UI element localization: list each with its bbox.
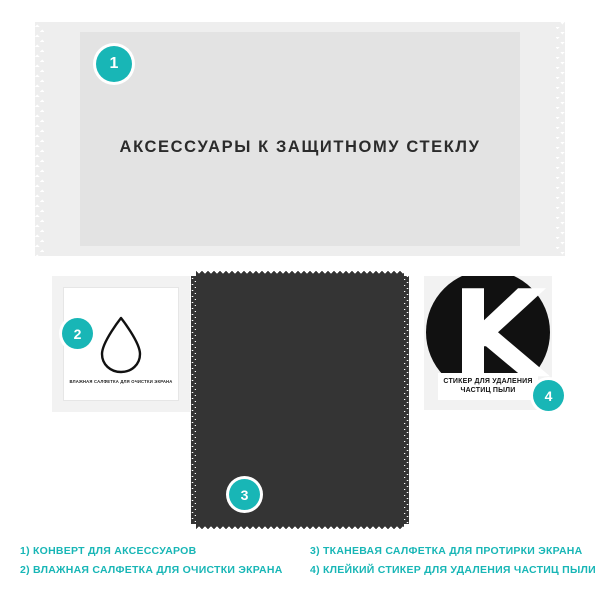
dust-sticker-label-line2: ЧАСТИЦ ПЫЛИ <box>460 387 516 394</box>
badge-2: 2 <box>62 318 93 349</box>
water-drop-icon <box>99 316 143 379</box>
legend-item-2: 2) ВЛАЖНАЯ САЛФЕТКА ДЛЯ ОЧИСТКИ ЭКРАНА <box>20 564 283 576</box>
microfiber-cloth <box>196 276 404 524</box>
badge-1: 1 <box>96 46 132 82</box>
envelope-right-pinked-edge <box>555 22 565 256</box>
legend-column-right <box>310 542 596 580</box>
cloth-right-pinked-edge <box>403 276 409 524</box>
badge-3: 3 <box>229 479 260 510</box>
badge-4: 4 <box>533 380 564 411</box>
legend-item-3: 3) ТКАНЕВАЯ САЛФЕТКА ДЛЯ ПРОТИРКИ ЭКРАНА <box>310 545 583 557</box>
dust-sticker-label-line1: СТИКЕР ДЛЯ УДАЛЕНИЯ <box>443 378 533 385</box>
wet-wipe-caption: ВЛАЖНАЯ САЛФЕТКА ДЛЯ ОЧИСТКИ ЭКРАНА <box>69 379 173 384</box>
legend-item-4: 4) КЛЕЙКИЙ СТИКЕР ДЛЯ УДАЛЕНИЯ ЧАСТИЦ ПЫЛИ <box>310 564 596 576</box>
envelope-title: АКСЕССУАРЫ К ЗАЩИТНОМУ СТЕКЛУ <box>119 138 481 156</box>
cloth-left-pinked-edge <box>191 276 197 524</box>
dust-sticker-label <box>438 373 538 400</box>
legend-item-1: 1) КОНВЕРТ ДЛЯ АКСЕССУАРОВ <box>20 545 197 557</box>
legend <box>20 542 596 588</box>
legend-column-left <box>20 542 283 580</box>
